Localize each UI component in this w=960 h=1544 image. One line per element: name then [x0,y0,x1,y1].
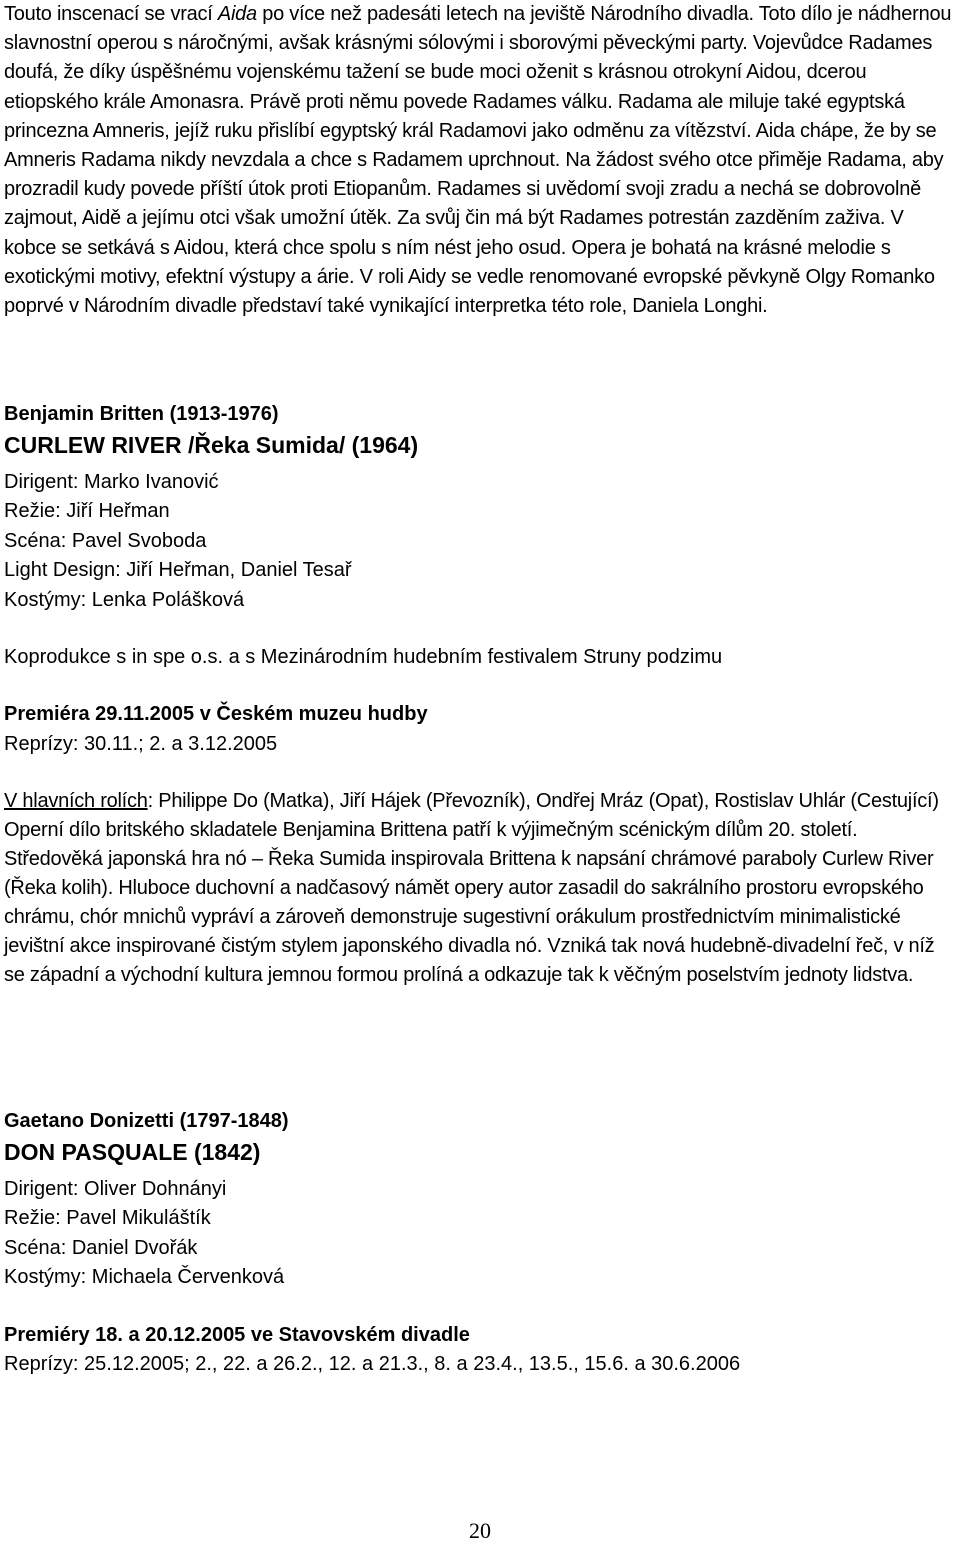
credit-conductor: Dirigent: Marko Ivanović [4,471,219,493]
opera-title: CURLEW RIVER /Řeka Sumida/ (1964) [4,432,419,458]
page-number: 20 [469,1518,491,1543]
coproduction-note: Koprodukce s in spe o.s. a s Mezinárodním hudebním festivalem Struny podzimu [4,646,723,669]
aida-title-italic: Aida [217,3,257,25]
composer-heading: Benjamin Britten (1913-1976) [4,403,279,425]
aida-text-rest: po více než padesáti letech na jeviště Národního divadla. Toto dílo je nádhernou slavnostní operou s náročnými, avšak krásnými sólovými i sborovými pěveckými party. Vojevůdce Radames doufá, že díky úspěšnému vojenskému tažení se bude moci oženit s krásnou otrokyní Aidou, dcerou etiopského krále Amonasra. Právě proti němu povede Radames válku. Radama ale miluje také egyptská princezna Amneris, jejíž ruku přislíbí egyptský král Radamovi jako odměnu za vítězství. Aida chápe, že by se Amneris Radama nikdy nevzdala a chce s Radamem uprchnout. Na žádost svého otce přiměje Radama, aby prozradil kudy povede příští útok proti Etiopanům. Radames si uvědomí svoji zradu a nechá se dobrovolně zajmout, Aidě a jejímu otci však umožní útěk. Za svůj čin má být Radames potrestán zazděním zaživa. V kobce se setkává s Aidou, která chce spolu s ním nést jeho osud. Opera je bohatá na krásné melodie s exotickými motivy, efektní výstupy a árie. V roli Aidy se vedle renomované evropské pěvkyně Olgy Romanko poprvé v Národním divadle představí také vynikající interpretka této role, Daniela Longhi. [4,3,952,318]
reprises-line: Reprízy: 30.11.; 2. a 3.12.2005 [4,732,278,755]
reprises-line: Reprízy: 25.12.2005; 2., 22. a 26.2., 12. a 21.3., 8. a 23.4., 13.5., 15.6. a 30.6.2006 [4,1353,741,1376]
credit-costumes: Kostýmy: Lenka Polášková [4,588,245,611]
document-page [4,0,956,1376]
credit-director: Režie: Jiří Heřman [4,500,170,523]
credit-conductor: Dirigent: Oliver Dohnányi [4,1178,227,1200]
aida-text-start: Touto inscenací se vrací [4,3,218,25]
premiere-line: Premiéry 18. a 20.12.2005 ve Stavovském divadle [4,1323,470,1346]
spacer [4,321,956,379]
aida-paragraph [4,0,956,321]
credit-scene: Scéna: Pavel Svoboda [4,529,207,552]
donizetti-section [4,1107,956,1379]
britten-description: Operní dílo britského skladatele Benjamina Brittena patří k výjimečným scénickým dílům 20. století. Středověká japonská hra nó – Řeka Sumida inspirovala Brittena k napsání chrámové paraboly Curlew River (Řeka kolih). Hluboce duchovní a nadčasový námět opery autor zasadil do sakrálního prostoru evropského chrámu, chór mnichů vypráví a zároveň demonstruje sugestivní orákulum prostřednictvím minimalistické jevištní akce inspirované čistým stylem japonského divadla nó. Vzniká tak nová hudebně-divadelní řeč, v níž se západní a východní kultura jemnou formou prolíná a odkazuje tak k věčným poselstvím jednoty lidstva. [4,819,935,987]
premiere-line: Premiéra 29.11.2005 v Českém muzeu hudby [4,703,428,726]
credit-director: Režie: Pavel Mikuláštík [4,1207,211,1230]
roles-text: : Philippe Do (Matka), Jiří Hájek (Převozník), Ondřej Mráz (Opat), Rostislav Uhlár (Cestující) [147,790,939,813]
credit-costumes: Kostýmy: Michaela Červenková [4,1266,285,1289]
opera-title: DON PASQUALE (1842) [4,1139,261,1165]
roles-paragraph [4,787,956,816]
credit-scene: Scéna: Daniel Dvořák [4,1236,198,1259]
britten-section [4,400,956,990]
composer-heading: Gaetano Donizetti (1797-1848) [4,1110,289,1132]
roles-label: V hlavních rolích [4,790,148,813]
credit-light-design: Light Design: Jiří Heřman, Daniel Tesař [4,559,352,582]
